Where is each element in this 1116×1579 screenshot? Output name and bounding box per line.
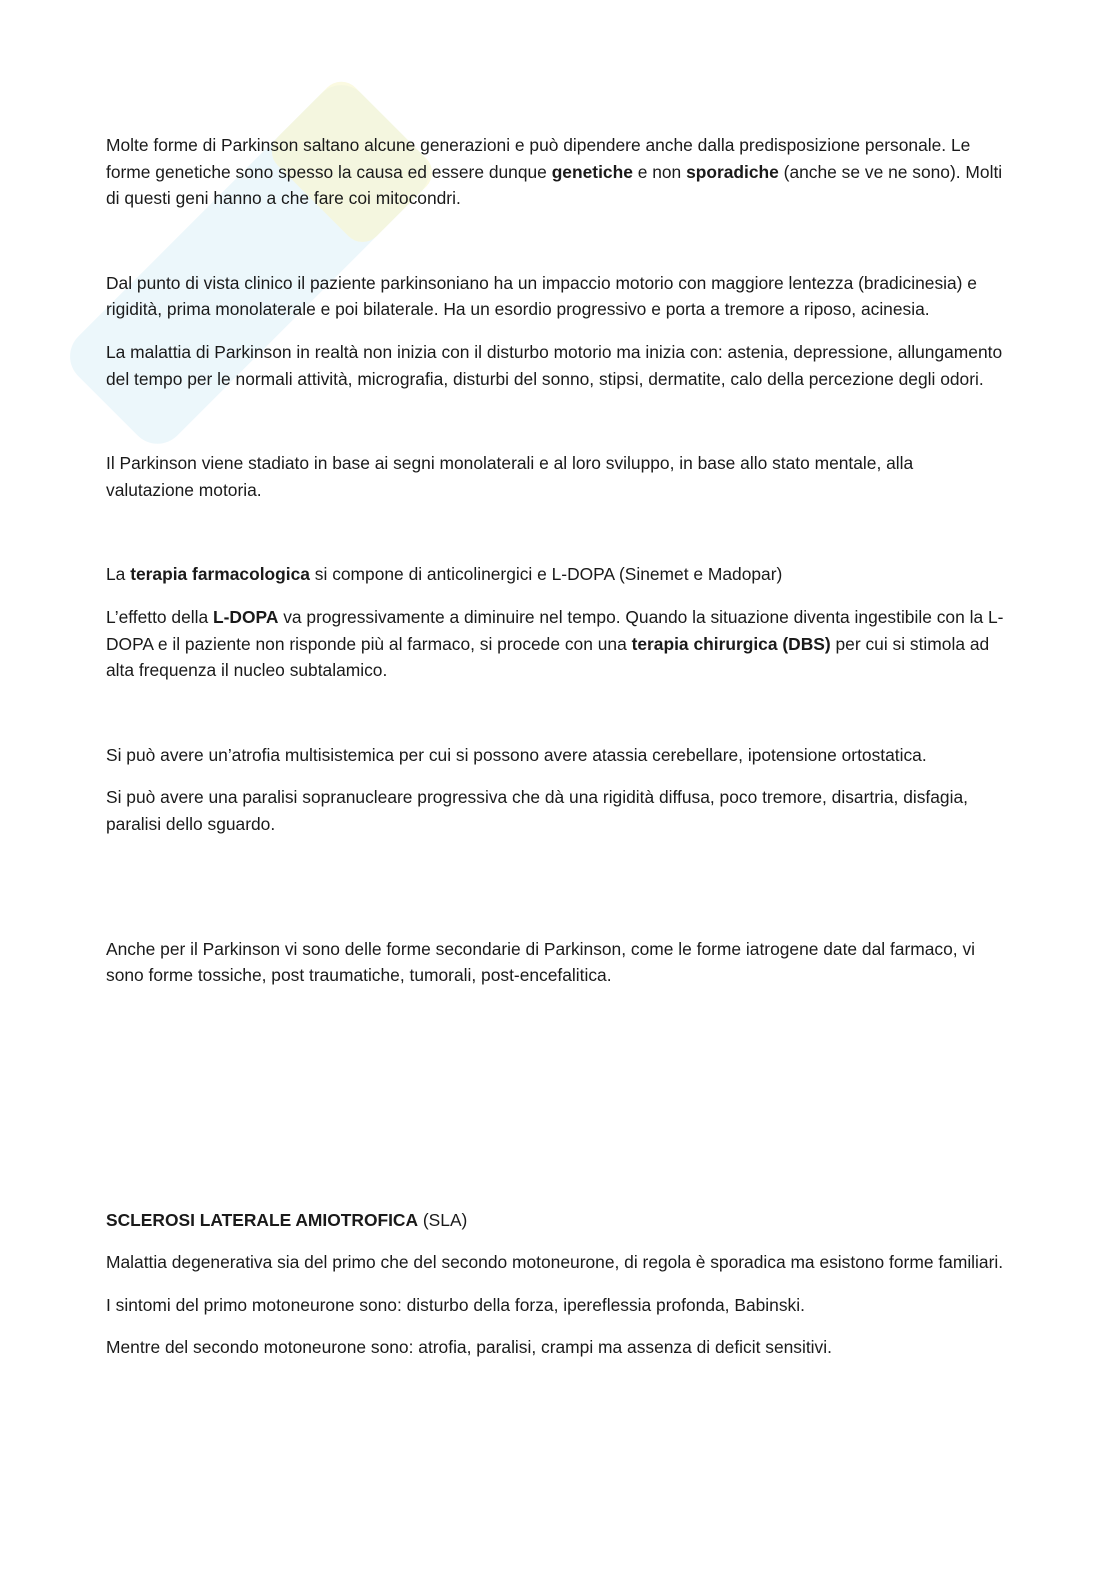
paragraph-therapy <box>106 561 1006 588</box>
bold-term: terapia chirurgica (DBS) <box>631 633 831 654</box>
text-span: La <box>106 564 131 585</box>
text-span: e non <box>632 161 687 182</box>
paragraph-staging: Il Parkinson viene stadiato in base ai segni monolaterali e al loro sviluppo, in base allo stato mentale, alla valutazione motoria. <box>106 453 914 500</box>
bold-term: sporadiche <box>686 161 779 182</box>
paragraph-genetics <box>106 132 1006 212</box>
sla-heading <box>106 1207 1006 1234</box>
text-span: Molte forme di Parkinson saltano alcune generazioni e può dipendere anche dalla predisposizione personale. Le forme genetiche sono spesso la causa ed essere dunque <box>106 135 971 182</box>
text-span: (SLA) <box>418 1209 468 1230</box>
paragraph-sla-definition: Malattia degenerativa sia del primo che del secondo motoneurone, di regola è sporadica ma esistono forme familiari. <box>106 1252 1004 1273</box>
text-span: va progressivamente a diminuire nel tempo. Quando la situazione diventa ingestibile con la L-DOPA e il paziente non risponde più al farmaco, si procede con una <box>106 606 1004 654</box>
document-page <box>106 132 1006 1361</box>
paragraph-paralysis: Si può avere una paralisi sopranucleare progressiva che dà una rigidità diffusa, poco tremore, disartria, disfagia, paralisi dello sguardo. <box>106 787 968 834</box>
paragraph-ldopa <box>106 604 1006 684</box>
text-span: (anche se ve ne sono). Molti di questi geni hanno a che fare coi mitocondri. <box>106 161 1003 209</box>
bold-term: L-DOPA <box>213 606 279 627</box>
bold-term: terapia farmacologica <box>130 564 310 585</box>
paragraph-clinical: Dal punto di vista clinico il paziente parkinsoniano ha un impaccio motorio con maggiore lentezza (bradicinesia) e rigidità, prima monolaterale e poi bilaterale. Ha un esordio progressivo e porta a tremore a riposo, acinesia. <box>106 272 977 320</box>
paragraph-atrophy: Si può avere un’atrofia multisistemica per cui si possono avere atassia cerebellare, ipotensione ortostatica. <box>106 744 927 765</box>
section-title: SCLEROSI LATERALE AMIOTROFICA <box>106 1209 419 1230</box>
text-span: si compone di anticolinergici e L-DOPA (Sinemet e Madopar) <box>309 564 783 585</box>
bold-term: genetiche <box>551 161 633 182</box>
paragraph-first-motoneuron: I sintomi del primo motoneurone sono: disturbo della forza, ipereflessia profonda, Babinski. <box>106 1294 805 1315</box>
text-span: L’effetto della <box>106 606 214 627</box>
paragraph-second-motoneuron: Mentre del secondo motoneurone sono: atrofia, paralisi, crampi ma assenza di deficit sensitivi. <box>106 1337 832 1358</box>
paragraph-onset: La malattia di Parkinson in realtà non inizia con il disturbo motorio ma inizia con: astenia, depressione, allungamento del tempo per le normali attività, micrografia, disturbi del sonno, stipsi, dermatite, calo della percezione degli odori. <box>106 341 1003 389</box>
text-span: per cui si stimola ad alta frequenza il nucleo subtalamico. <box>106 633 990 681</box>
paragraph-secondary-forms: Anche per il Parkinson vi sono delle forme secondarie di Parkinson, come le forme iatrogene date dal farmaco, vi sono forme tossiche, post traumatiche, tumorali, post-encefalitica. <box>106 938 976 986</box>
